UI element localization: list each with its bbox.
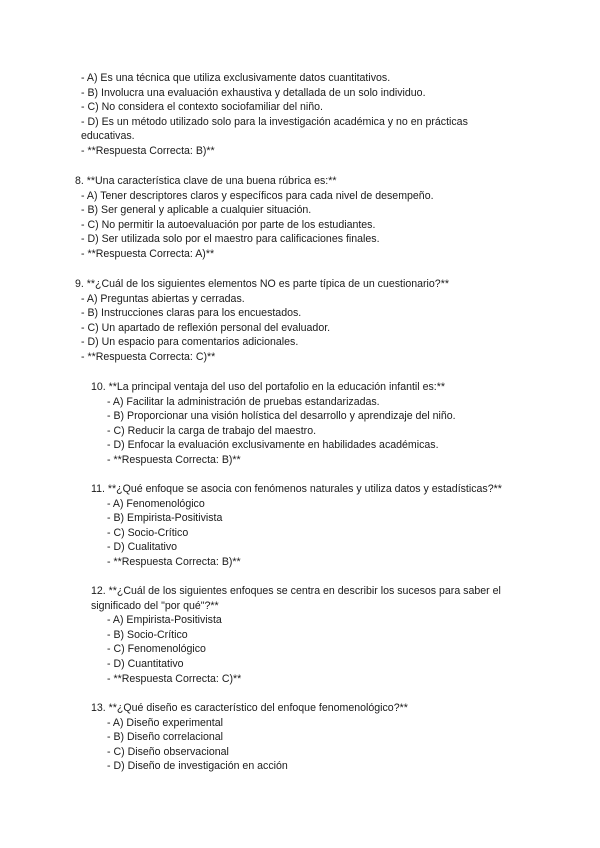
- question-9: [75, 277, 530, 365]
- option-a: - A) Tener descriptores claros y específicos para cada nivel de desempeño.: [81, 189, 434, 202]
- question-stem: 11. **¿Qué enfoque se asocia con fenómenos naturales y utiliza datos y estadísticas?**: [91, 483, 502, 495]
- option-d: - D) Cuantitativo: [107, 657, 184, 670]
- option-c: - C) Un apartado de reflexión personal del evaluador.: [81, 321, 331, 334]
- option-a: - A) Empirista-Positivista: [107, 614, 222, 627]
- option-b: - B) Proporcionar una visión holística del desarrollo y aprendizaje del niño.: [107, 410, 456, 423]
- correct-answer: - **Respuesta Correcta: B)**: [107, 453, 241, 466]
- option-d: - D) Diseño de investigación en acción: [107, 760, 288, 773]
- option-b: - B) Diseño correlacional: [107, 731, 223, 744]
- option-b: - B) Involucra una evaluación exhaustiva y detallada de un solo individuo.: [81, 86, 426, 99]
- option-c: - C) No permitir la autoevaluación por parte de los estudiantes.: [81, 218, 376, 231]
- option-a: - A) Diseño experimental: [107, 716, 223, 729]
- correct-answer: - **Respuesta Correcta: A)**: [81, 247, 215, 260]
- question-13: [75, 701, 530, 774]
- option-b: - B) Empirista-Positivista: [107, 512, 223, 525]
- question-stem: 10. **La principal ventaja del uso del portafolio en la educación infantil es:**: [91, 381, 445, 393]
- correct-answer: - **Respuesta Correcta: B)**: [81, 144, 215, 157]
- option-d: - D) Enfocar la evaluación exclusivamente en habilidades académicas.: [107, 439, 439, 452]
- option-a: - A) Facilitar la administración de pruebas estandarizadas.: [107, 395, 380, 408]
- question-stem: 13. **¿Qué diseño es característico del enfoque fenomenológico?**: [91, 702, 408, 714]
- question-stem: 8. **Una característica clave de una buena rúbrica es:**: [75, 175, 337, 187]
- question-11: [75, 482, 530, 570]
- option-c: - C) Diseño observacional: [107, 745, 229, 758]
- correct-answer: - **Respuesta Correcta: B)**: [107, 555, 241, 568]
- option-d: - D) Ser utilizada solo por el maestro para calificaciones finales.: [81, 233, 380, 246]
- option-d: - D) Cualitativo: [107, 541, 178, 554]
- option-a: - A) Preguntas abiertas y cerradas.: [81, 292, 245, 305]
- option-a: - A) Es una técnica que utiliza exclusivamente datos cuantitativos.: [81, 72, 391, 84]
- option-b: - B) Instrucciones claras para los encuestados.: [81, 307, 302, 320]
- option-a: - A) Fenomenológico: [107, 497, 205, 510]
- question-8: [75, 174, 530, 262]
- option-c: - C) Fenomenológico: [107, 643, 206, 656]
- option-d: - D) Un espacio para comentarios adicionales.: [81, 336, 299, 349]
- question-10: [75, 380, 530, 468]
- option-c: - C) Reducir la carga de trabajo del maestro.: [107, 424, 317, 437]
- correct-answer: - **Respuesta Correcta: C)**: [81, 350, 216, 363]
- option-b: - B) Ser general y aplicable a cualquier situación.: [81, 204, 312, 217]
- question-7: [75, 71, 530, 159]
- correct-answer: - **Respuesta Correcta: C)**: [107, 672, 242, 685]
- option-c: - C) Socio-Crítico: [107, 526, 189, 539]
- option-c: - C) No considera el contexto sociofamiliar del niño.: [81, 101, 324, 114]
- question-stem: 12. **¿Cuál de los siguientes enfoques se centra en describir los sucesos para saber el significado del "por qué"?**: [91, 585, 501, 612]
- option-b: - B) Socio-Crítico: [107, 628, 188, 641]
- question-12: [75, 584, 530, 686]
- question-stem: 9. **¿Cuál de los siguientes elementos NO es parte típica de un cuestionario?**: [75, 278, 449, 290]
- option-d: - D) Es un método utilizado solo para la investigación académica y no en prácticas educativas.: [81, 115, 468, 143]
